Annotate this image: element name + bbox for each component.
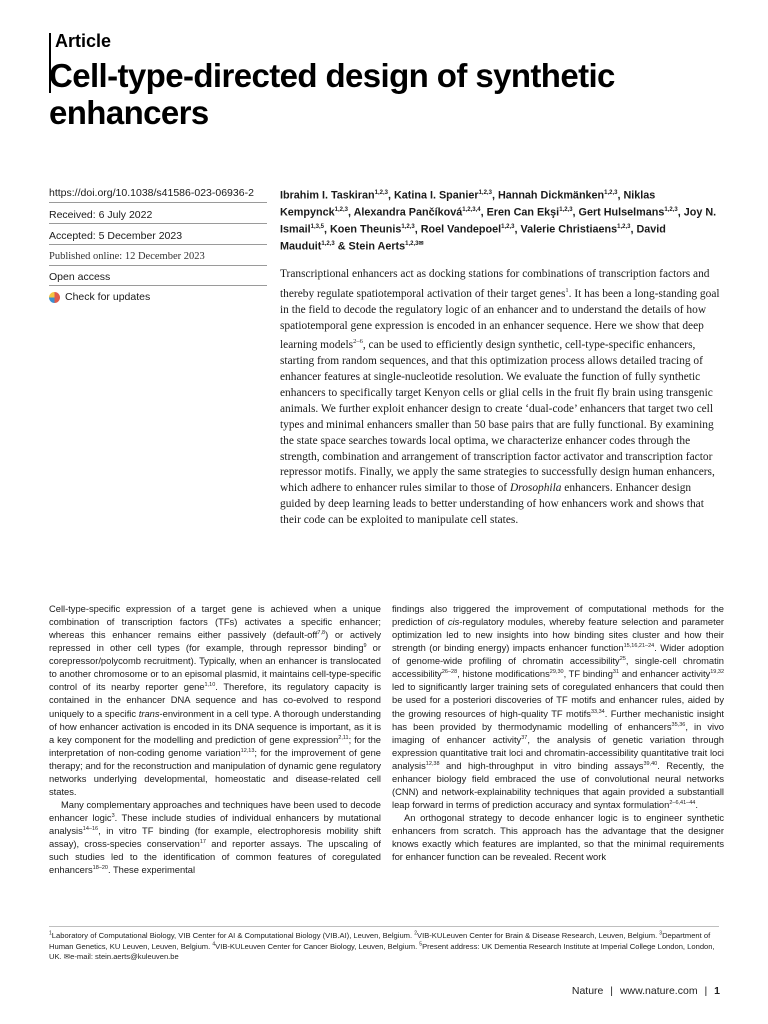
reference-marker[interactable]: 29,30 [549,669,564,676]
text-run: , histone modifications [457,669,550,680]
journal-name: Nature [571,985,604,997]
reference-marker[interactable]: 18–20 [92,865,108,872]
abstract-text: enhancers. Enhancer design guided by deep learning leads to better understanding of how enhancers work and shows that their code can be exploited to manipulate cell states. [280,482,704,527]
journal-url[interactable]: www.nature.com [619,985,698,997]
text-run: . These experimental [107,865,196,876]
footer-separator: | [704,985,708,997]
reference-marker[interactable]: 35,36 [671,721,686,728]
crossmark-icon [49,292,60,303]
meta-divider [49,285,267,286]
reference-marker[interactable]: 7,8 [317,630,326,637]
author-separator: , [617,189,624,202]
author-name[interactable]: Ibrahim I. Taskiran [280,189,375,202]
author-name[interactable]: Alexandra Pančíková [353,206,463,219]
author-separator: , [491,189,498,202]
abstract-text: , can be used to efficiently design synthetic, cell-type-specific enhancers, starting from random sequences, and that this optimization process allows detailed tracing of enhancer features at single-nucleotide resolution. We evaluate the function of fully synthetic enhancers to specifically target Kenyon cells or glial cells in the fruit fly brain using transgenic animals. We further exploit enhancer design to create ‘dual-code’ enhancers that target two cell types and minimal enhancers smaller than 50 base pairs that are fully functional. By examining the state space searches towards local optima, we characterize enhancer codes through the strength, combination and arrangement of transcription factor activator and transcription factor repressor motifs. Finally, we apply the same strategies to successfully design human enhancers, which adhere to enhancer rules similar to those of [280,339,715,495]
check-for-updates-label: Check for updates [65,291,151,303]
text-run: , TF binding [563,669,613,680]
received-date: Received: 6 July 2022 [49,209,153,221]
text-run: ) or actively repressed in other cell types (for example, through repressor binding [49,630,381,654]
author-name[interactable]: Katina I. Spanier [393,189,479,202]
reference-marker[interactable]: 25 [619,656,626,663]
reference-marker[interactable]: 17 [199,839,206,846]
text-run: ; for the improvement of gene therapy; and for the reconstruction and manipulation of dynamic gene regulatory networks underlying developmental, homeostatic and disease-related cell states. [49,747,381,797]
text-run: ; for the interpretation of non-coding genome variation [49,734,381,758]
text-run: cis [447,617,460,628]
text-run: . Therefore, its regulatory capacity is contained in the enhancer DNA sequence and has co-evolved to respond uniquely to a specific [49,682,382,719]
reference-marker[interactable]: 1,10 [204,682,216,689]
author-separator: , [677,206,684,219]
author-separator: & [334,240,349,253]
author-name[interactable]: Eren Can Ekşi [486,206,560,219]
author-name[interactable]: Valerie Christiaens [520,223,618,236]
reference-marker[interactable]: 31 [612,669,620,676]
body-column-right [392,603,724,864]
text-run: findings also triggered the improvement of computational methods for the prediction of [392,604,724,628]
author-name[interactable]: Niklas Kempynck [280,189,656,219]
author-affiliation: 1,2,3 [321,241,335,248]
reference-marker[interactable]: 2 [414,930,418,937]
text-run: led to significantly larger training sets of coregulated enhancers that could then be used for a posteriori discoveries of TF motifs and enhancer rules, aided by the growing resources of high-quality TF motifs [392,682,724,719]
reference-marker[interactable]: 12,38 [425,760,440,767]
text-run: , single-cell chromatin accessibility [392,656,724,680]
text-run: VIB-KULeuven Center for Cancer Biology, Leuven, Belgium. [215,941,420,951]
meta-divider [49,265,267,266]
reference-marker[interactable]: 12,13 [240,747,255,754]
page-footer [572,985,720,997]
author-affiliation: 1,2,3 [374,190,388,196]
reference-marker[interactable]: 3 [659,930,663,937]
author-affiliation: 1,3,5 [310,224,324,231]
author-separator: , [480,206,487,219]
text-run: Many complementary approaches and techniques have been used to decode enhancer logic [49,799,381,823]
author-affiliation: 1,2,3 [501,224,515,231]
author-name[interactable]: Koen Theunis [329,223,402,236]
text-run: Laboratory of Computational Biology, VIB Center for AI & Computational Biology (VIB.AI), Leuven, Belgium. [51,931,415,940]
text-run: . Further mechanistic insight has been provided by thermodynamic modelling of enhancers [392,708,725,732]
check-for-updates-link[interactable] [49,290,267,304]
article-title: Cell-type-directed design of synthetic enhancers [49,57,615,131]
text-run: -environment in a cell type. A thorough understanding of how enhancer activation is encoded in its DNA sequence is important, as it is a key component for the modelling and prediction of gene expression [49,708,381,745]
author-affiliation: 1,2,3 [604,190,618,196]
reference-marker[interactable]: 2–6,41–44 [669,799,696,806]
author-name[interactable]: Gert Hulselmans [578,206,665,219]
abstract [280,267,720,529]
author-affiliation: 1,2,3 [664,207,678,214]
body-paragraph [392,603,724,812]
meta-divider [49,244,267,245]
text-run: , in vivo imaging of enhancer activity [392,721,724,745]
footer-separator: | [610,985,614,997]
footnote-divider [49,926,719,927]
text-run: . These include studies of individual enhancers by mutational analysis [49,813,381,837]
accepted-date: Accepted: 5 December 2023 [49,230,183,242]
author-affiliation: 1,2,3✉ [405,241,424,248]
text-run: and enhancer activity [619,669,711,680]
author-separator: , [630,223,637,236]
open-access-label: Open access [49,271,111,283]
text-run: . Recently, the enhancer biology field embraced the use of convolutional neural networks (CNN) and network-explainability techniques that again provided a substantiall leap forward in terms of prediction accuracy and syntax formulation [392,760,724,810]
reference-marker[interactable]: 9 [363,643,367,650]
text-run: Cell-type-specific expression of a target gene is achieved when a unique combination of transcription factors (TFs) activates a specific enhancer; whereas this enhancer remains either passively (default-off [49,604,381,641]
reference-marker[interactable]: 2–6 [353,338,363,346]
text-run: Present address: UK Dementia Research Institute at Imperial College London, London, UK. [49,941,715,962]
text-run: and reporter assays. The upscaling of such studies led to the identification of common features of coregulated enhancers [49,839,382,876]
author-separator: , [347,206,354,219]
text-run: . Wider adoption of genome-wide profiling of chromatin accessibility [392,643,724,667]
author-affiliation: 1,2,3 [478,190,492,196]
text-run: Department of Human Genetics, KU Leuven, Leuven, Belgium. [49,931,711,951]
body-paragraph [49,799,381,877]
body-paragraph [49,603,381,799]
author-separator: , [323,223,330,236]
author-separator: , [387,189,394,202]
body-column-left [49,603,381,877]
body-paragraph [392,812,724,864]
author-name[interactable]: David Mauduit [280,223,666,253]
text-run: , in vitro TF binding (for example, electrophoresis mobility shift assay), cross-species conservation [49,826,381,850]
text-run: trans [138,708,160,719]
abstract-text: Transcriptional enhancers act as docking stations for combinations of transcription factors and thereby regulate spatiotemporal activation of their target genes [280,268,710,300]
reference-marker[interactable]: 1 [49,930,52,937]
meta-divider [49,202,267,203]
reference-marker[interactable]: 5 [419,941,423,948]
text-run: and high-throughput in vitro binding assays [439,760,644,771]
author-affiliation: 1,2,3,4 [462,207,481,214]
text-run: An orthogonal strategy to decode enhancer logic is to engineer synthetic enhancers from scratch. This approach has the advantage that the designer knows exactly which features are implanted, so that the minimal requirements for enhancer function can be revealed. Recent work [392,813,724,863]
reference-marker[interactable]: 19,32 [710,669,724,676]
author-affiliation: 1,2,3 [334,207,348,214]
reference-marker[interactable]: 14–16 [82,825,99,832]
reference-marker[interactable]: 37 [521,734,528,741]
text-run: or corepressor/polycomb recruitment). Typically, when an enhancer is translocated to another chromosome or to an episomal plasmid, it maintains cell-type-specific control of its nearby reporter gene [49,643,381,693]
reference-marker[interactable]: 2,11 [338,734,349,741]
author-name[interactable]: Joy N. Ismail [280,206,717,236]
affiliations-footnote [49,931,724,963]
author-affiliation: 1,2,3 [401,224,415,231]
author-affiliation: 1,2,3 [617,224,631,231]
reference-marker[interactable]: 3 [111,812,115,819]
author-list [280,186,720,254]
doi-link[interactable]: https://doi.org/10.1038/s41586-023-06936-2 [49,187,254,199]
text-run: . [695,799,698,810]
reference-marker[interactable]: 1 [565,286,569,294]
abstract-italic-term: Drosophila [509,482,562,495]
text-run: VIB-KULeuven Center for Brain & Disease Research, Leuven, Belgium. [417,931,660,940]
text-run: , the analysis of genetic variation through expression quantitative trait loci and chromatin-accessibility quantitative trait loci analysis [392,734,724,771]
text-run: ✉e-mail: stein.aerts@kuleuven.be [63,952,179,962]
author-separator: , [572,206,579,219]
reference-marker[interactable]: 33,34 [590,708,605,715]
text-run: -regulatory modules, whereby feature selection and parameter optimization led to new insights into how binding sites cluster and how their strength (or binding energy) impacts enhancer function [392,617,724,654]
reference-marker[interactable]: 4 [212,941,216,948]
author-separator: , [514,223,521,236]
author-name[interactable]: Stein Aerts [348,240,406,253]
reference-marker[interactable]: 39,40 [643,760,658,767]
author-affiliation: 1,2,3 [559,207,573,214]
author-separator: , [414,223,421,236]
meta-divider [49,223,267,224]
author-name[interactable]: Roel Vandepoel [420,223,502,236]
abstract-text: . It has been a long-standing goal in the field to decode the regulatory logic of an enhancer and to understand the details of how spatiotemporal gene expression is encoded in an enhancer sequence. Here we show that deep learning models [280,287,720,352]
page-number: 1 [714,985,720,997]
author-name[interactable]: Hannah Dickmänken [497,189,605,202]
published-date: Published online: 12 December 2023 [49,251,205,262]
article-type-label: Article [55,31,112,51]
reference-marker[interactable]: 26–28 [441,669,458,676]
reference-marker[interactable]: 15,16,21–24 [623,643,655,650]
